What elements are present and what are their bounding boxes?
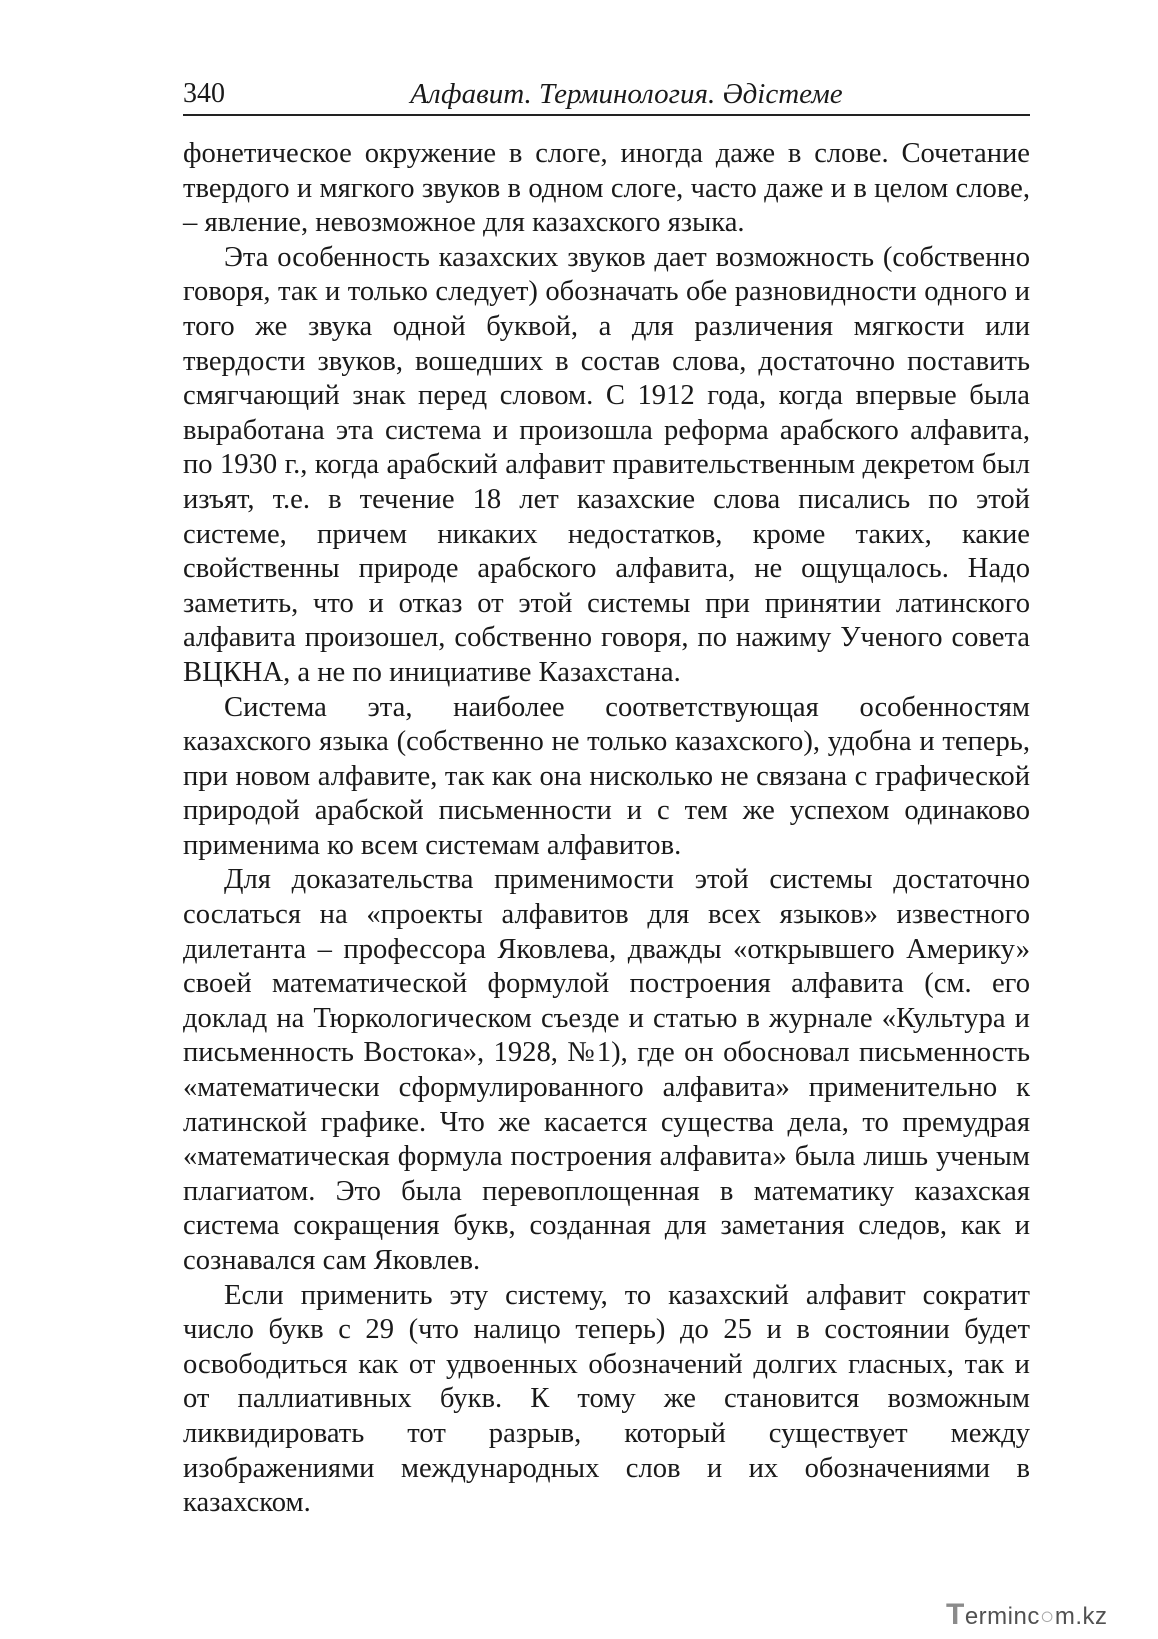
body-text xyxy=(183,137,1030,1521)
svg-text:Terminc○m.kz: Terminc○m.kz xyxy=(946,1600,1108,1631)
running-title: Алфавит. Терминология. Әдістеме xyxy=(410,78,843,110)
watermark-logo xyxy=(946,1600,1146,1630)
page-header xyxy=(183,76,1030,116)
page-number: 340 xyxy=(183,78,225,109)
termincom-logo-icon xyxy=(946,1600,1146,1632)
paragraph: Если применить эту систему, то казахский алфавит сократит число букв с 29 (что налицо теперь) до 25 и в состоянии будет освободиться как от удвоенных обозначений долгих гласных, так и от паллиативных букв. К тому же становится возможным ликвидировать тот разрыв, который существует между изображениями международных слов и их обозначениями в казахском. xyxy=(183,1279,1030,1519)
paragraph: фонетическое окружение в слоге, иногда даже в слове. Сочетание твердого и мягкого звуков в одном слоге, часто даже и в целом слове, – явление, невозможное для казахского языка. xyxy=(183,138,1030,239)
paragraph: Система эта, наиболее соответствующая особенностям казахского языка (собственно не только казахского), удобна и теперь, при новом алфавите, так как она нисколько не связана с графической природой арабской письменности и с тем же успехом одинаково применима ко всем системам алфавитов. xyxy=(183,691,1030,861)
paragraph: Для доказательства применимости этой системы достаточно сослаться на «проекты алфавитов для всех языков» известного дилетанта – профессора Яковлева, дважды «открывшего Америку» своей математической формулой построения алфавита (см. его доклад на Тюркологическом съезде и статью в журнале «Культура и письменность Востока», 1928, №1), где он обосновал письменность «математически сформулированного алфавита» применительно к латинской графике. Что же касается существа дела, то премудрая «математическая формула построения алфавита» была лишь ученым плагиатом. Это была перевоплощенная в математику казахская система сокращения букв, созданная для заметания следов, как и сознавался сам Яковлев. xyxy=(183,864,1030,1276)
paragraph: Эта особенность казахских звуков дает возможность (собственно говоря, так и только следует) обозначать обе разновидности одного и того же звука одной буквой, а для различения мягкости или твердости звуков, вошедших в состав слова, достаточно поставить смягчающий знак перед словом. С 1912 года, когда впервые была выработана эта система и произошла реформа арабского алфавита, по 1930 г., когда арабский алфавит правительственным декретом был изъят, т.е. в течение 18 лет казахские слова писались по этой системе, причем никаких недостатков, кроме таких, какие свойственны природе арабского алфавита, не ощущалось. Надо заметить, что и отказ от этой системы при принятии латинского алфавита произошел, собственно говоря, по нажиму Ученого совета ВЦКНА, а не по инициативе Казахстана. xyxy=(183,241,1030,688)
